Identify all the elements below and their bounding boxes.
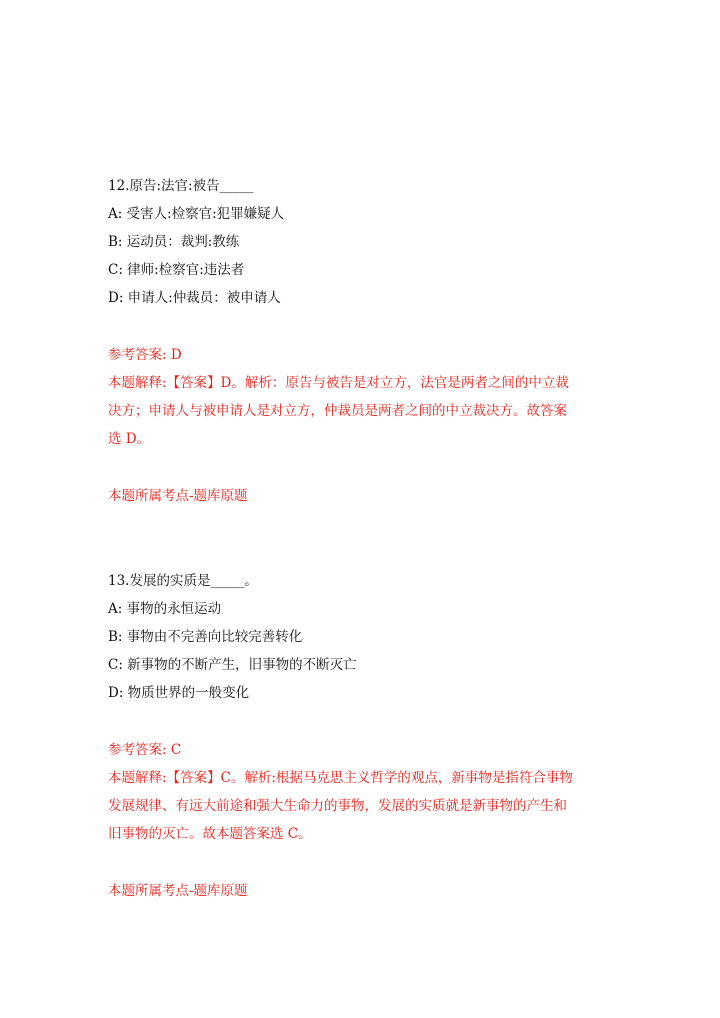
question-13-answer: 参考答案: C	[108, 742, 182, 758]
question-12-explanation-line-3: 选 D。	[108, 431, 151, 447]
question-13-explanation-line-2: 发展规律、有远大前途和强大生命力的事物，发展的实质就是新事物的产生和	[108, 798, 567, 814]
question-12-answer: 参考答案: D	[108, 347, 182, 363]
question-12-option-c: C: 律师:检察官:违法者	[108, 262, 245, 278]
question-13-explanation-line-3: 旧事物的灭亡。故本题答案选 C。	[108, 826, 312, 842]
question-13-stem: 13.发展的实质是_____。	[108, 573, 258, 589]
question-12-option-b: B: 运动员：裁判:教练	[108, 234, 240, 250]
question-13-option-d: D: 物质世界的一般变化	[108, 685, 250, 701]
question-12-explanation-line-1: 本题解释:【答案】D。解析：原告与被告是对立方，法官是两者之间的中立裁	[108, 375, 569, 391]
question-12-option-a: A: 受害人:检察官:犯罪嫌疑人	[108, 206, 285, 222]
question-13-source: 本题所属考点-题库原题	[108, 883, 248, 899]
question-12-stem: 12.原告:法官:被告_____	[108, 178, 254, 194]
question-12-explanation-line-2: 决方；申请人与被申请人是对立方，仲裁员是两者之间的中立裁决方。故答案	[108, 403, 567, 419]
question-13-option-a: A: 事物的永恒运动	[108, 601, 222, 617]
question-13-option-c: C: 新事物的不断产生，旧事物的不断灭亡	[108, 657, 357, 673]
question-13-explanation-line-1: 本题解释:【答案】C。解析:根据马克思主义哲学的观点，新事物是指符合事物	[108, 770, 573, 786]
question-12-option-d: D: 申请人:仲裁员：被申请人	[108, 290, 281, 306]
question-12-source: 本题所属考点-题库原题	[108, 488, 248, 504]
question-13-option-b: B: 事物由不完善向比较完善转化	[108, 629, 303, 645]
